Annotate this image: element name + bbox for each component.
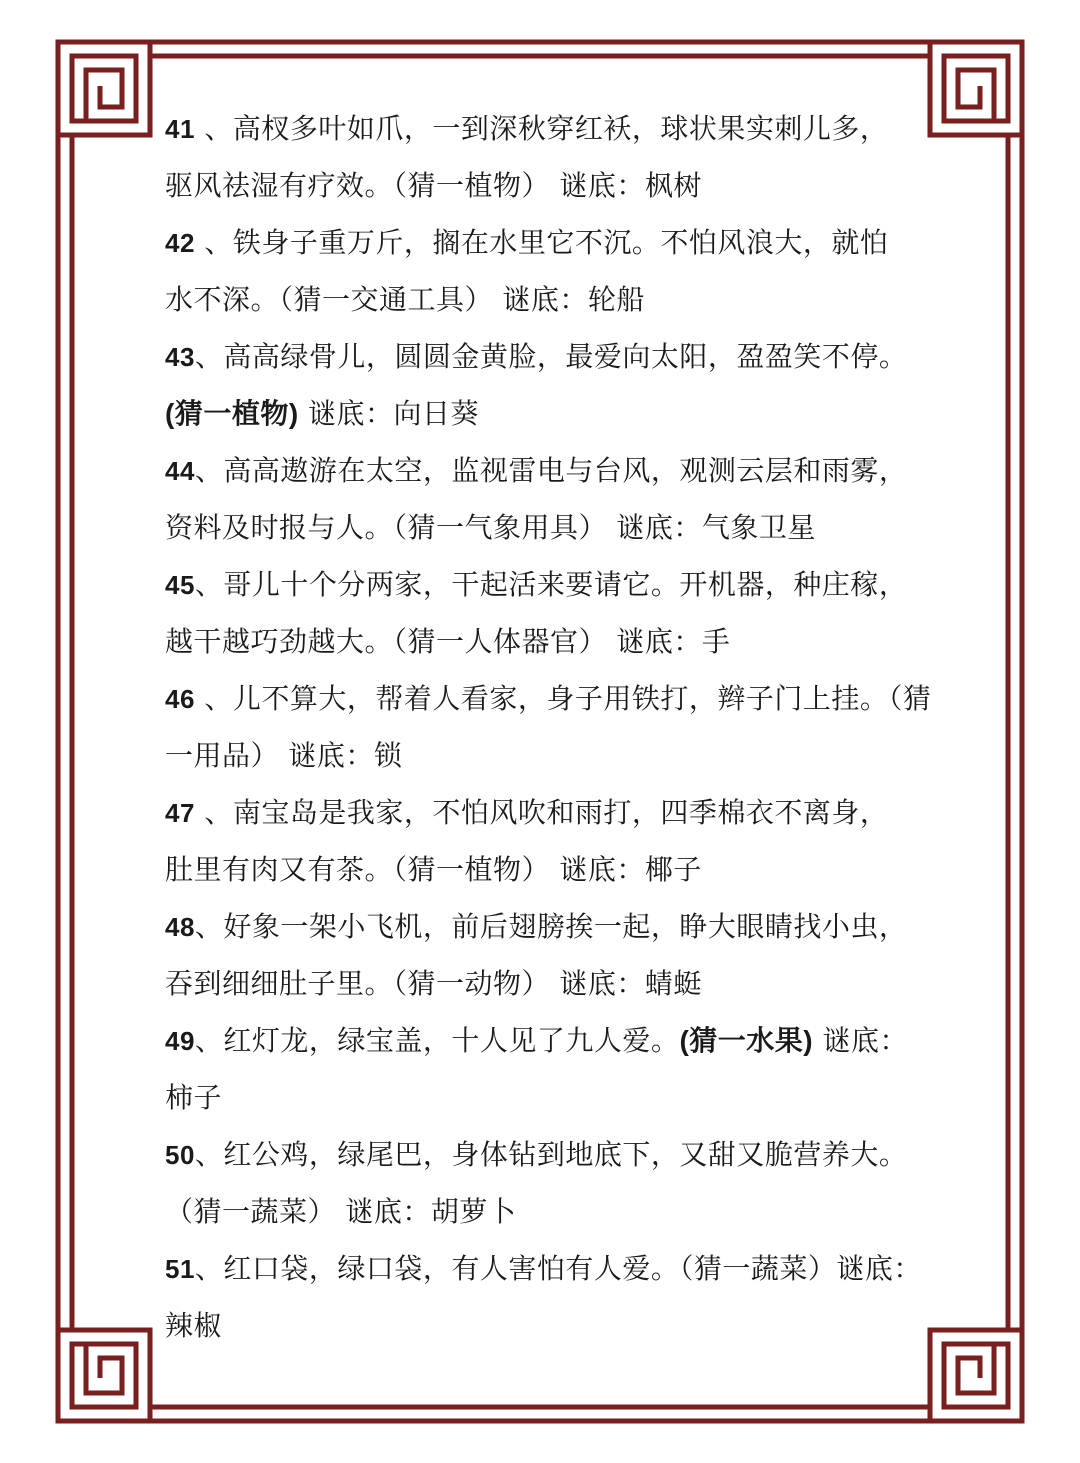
riddle-text: 柿子 <box>165 1081 223 1114</box>
riddle-hint: (猜一植物) <box>165 398 299 429</box>
riddle-text: 辣椒 <box>165 1309 223 1342</box>
riddle-50-line-2 <box>165 1183 945 1240</box>
riddle-49-line-2 <box>165 1069 945 1126</box>
riddle-number: 47 <box>165 798 195 828</box>
riddle-number: 44 <box>165 456 195 486</box>
riddle-text: 一用品） 谜底：锁 <box>165 739 403 772</box>
riddle-41-line-1 <box>165 100 945 157</box>
riddle-text: 、红口袋，绿口袋，有人害怕有人爱。（猜一蔬菜）谜底： <box>194 1252 922 1285</box>
riddle-51-line-1 <box>165 1240 945 1297</box>
riddle-51-line-2 <box>165 1297 945 1354</box>
riddle-hint: (猜一水果) <box>679 1025 814 1056</box>
riddle-text: （猜一蔬菜） 谜底：胡萝卜 <box>165 1195 517 1228</box>
riddle-list <box>165 100 945 1354</box>
riddle-number: 50 <box>165 1140 195 1170</box>
riddle-48-line-2 <box>165 955 945 1012</box>
riddle-42-line-1 <box>165 214 945 271</box>
riddle-44-line-1 <box>165 442 945 499</box>
riddle-text: 谜底：向日葵 <box>298 397 480 430</box>
riddle-45-line-1 <box>165 556 945 613</box>
riddle-46-line-1 <box>165 670 945 727</box>
riddle-text: 肚里有肉又有茶。（猜一植物） 谜底：椰子 <box>165 853 702 886</box>
corner-ornament-top-left <box>58 42 150 135</box>
riddle-number: 46 <box>165 684 195 714</box>
riddle-number: 43 <box>165 342 195 372</box>
riddle-text: 、好象一架小飞机，前后翅膀挨一起，睁大眼睛找小虫， <box>194 910 908 943</box>
riddle-number: 48 <box>165 912 195 942</box>
riddle-text: 、儿不算大，帮着人看家，身子用铁打，辫子门上挂。（猜 <box>194 682 932 715</box>
riddle-44-line-2 <box>165 499 945 556</box>
riddle-48-line-1 <box>165 898 945 955</box>
riddle-text: 、红公鸡，绿尾巴，身体钻到地底下，又甜又脆营养大。 <box>194 1138 908 1171</box>
riddle-text: 资料及时报与人。（猜一气象用具） 谜底：气象卫星 <box>165 511 816 544</box>
riddle-46-line-2 <box>165 727 945 784</box>
riddle-text: 吞到细细肚子里。（猜一动物） 谜底：蜻蜓 <box>165 967 702 1000</box>
riddle-text: 、哥儿十个分两家，干起活来要请它。开机器，种庄稼， <box>194 568 908 601</box>
riddle-text: 谜底： <box>813 1024 908 1057</box>
riddle-text: 驱风祛湿有疗效。（猜一植物） 谜底：枫树 <box>165 169 702 202</box>
riddle-text: 、高杈多叶如爪，一到深秋穿红袄，球状果实刺儿多， <box>194 112 889 145</box>
riddle-50-line-1 <box>165 1126 945 1183</box>
riddle-43-line-2 <box>165 385 945 442</box>
riddle-47-line-2 <box>165 841 945 898</box>
riddle-text: 、南宝岛是我家，不怕风吹和雨打，四季棉衣不离身， <box>194 796 889 829</box>
riddle-text: 越干越巧劲越大。（猜一人体器官） 谜底：手 <box>165 625 731 658</box>
riddle-text: 、高高绿骨儿，圆圆金黄脸，最爱向太阳，盈盈笑不停。 <box>194 340 908 373</box>
riddle-45-line-2 <box>165 613 945 670</box>
riddle-number: 49 <box>165 1026 195 1056</box>
riddle-text: 、铁身子重万斤，搁在水里它不沉。不怕风浪大，就怕 <box>194 226 889 259</box>
riddle-number: 41 <box>165 114 195 144</box>
corner-ornament-bottom-left <box>58 1330 150 1421</box>
riddle-49-line-1 <box>165 1012 945 1069</box>
riddle-43-line-1 <box>165 328 945 385</box>
riddle-41-line-2 <box>165 157 945 214</box>
riddle-number: 51 <box>165 1254 195 1284</box>
riddle-number: 45 <box>165 570 195 600</box>
riddle-text: 水不深。（猜一交通工具） 谜底：轮船 <box>165 283 645 316</box>
riddle-47-line-1 <box>165 784 945 841</box>
riddle-text: 、高高遨游在太空，监视雷电与台风，观测云层和雨雾， <box>194 454 908 487</box>
riddle-text: 、红灯龙，绿宝盖，十人见了九人爱。 <box>194 1024 680 1057</box>
riddle-number: 42 <box>165 228 195 258</box>
riddle-42-line-2 <box>165 271 945 328</box>
